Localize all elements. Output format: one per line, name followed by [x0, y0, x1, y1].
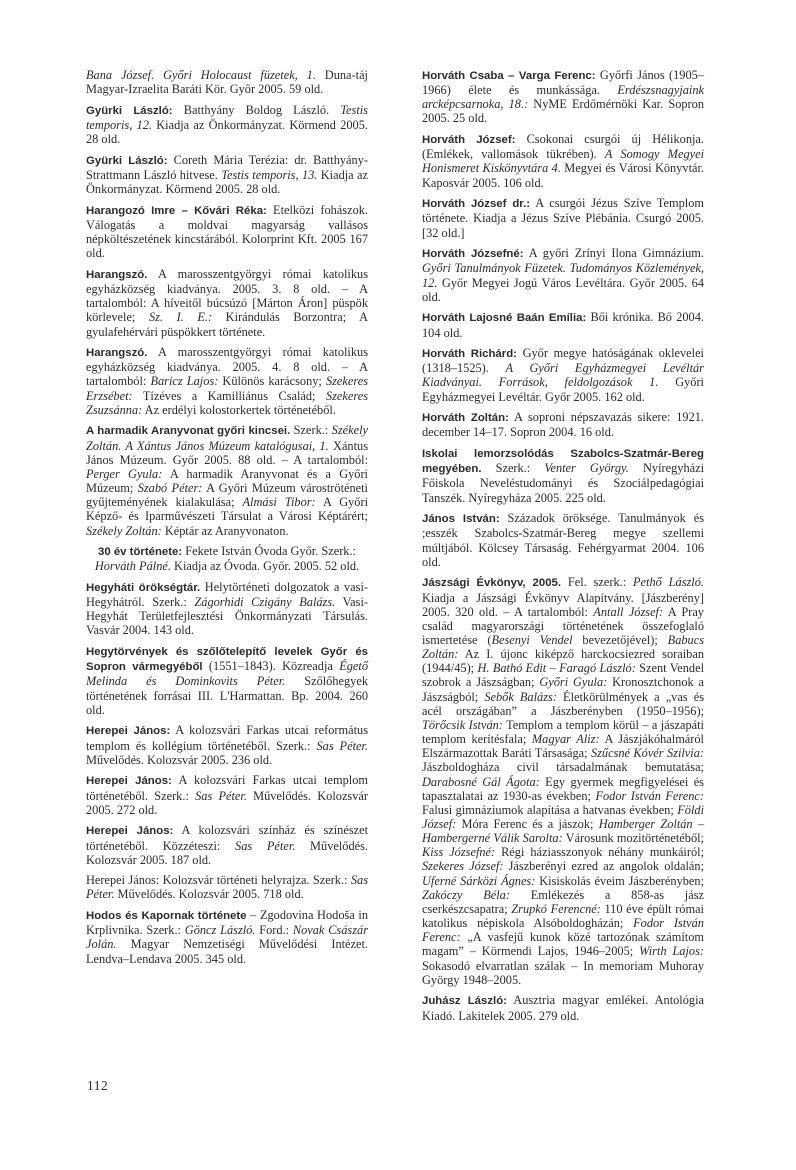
entry-text: A marosszentgyörgyi római katolikus egyházközség kiadványa. 2005. 4. 8 old. – A tartalomból: — [86, 345, 368, 389]
bibliography-entry — [422, 575, 704, 987]
entry-italic-text: Babucs Zoltán: — [422, 632, 704, 662]
entry-italic-text: Zakóczy Béla: — [422, 887, 510, 902]
entry-text: Városunk mozitörténetéből; — [562, 831, 704, 846]
entry-italic-text: Sebők Balázs: — [484, 689, 557, 704]
entry-author: Horváth Józsefné: — [422, 248, 524, 261]
entry-text: A kolozsvári színház és színészet történetéből. Közzéteszi: — [86, 823, 369, 853]
bibliography-entry — [86, 873, 368, 901]
entry-text: Magyar Nemzetiségi Művelődési Intézet. Lendva–Lendava 2005. 345 old. — [86, 937, 368, 966]
entry-text: Szerk.: — [290, 423, 332, 438]
entry-author: Horváth Richárd: — [422, 348, 517, 361]
entry-text: Ausztria magyar emlékei. Antológia Kiadó. Lakitelek 2005. 279 old. — [422, 993, 704, 1023]
entry-italic-text: Uferné Sárközi Ágnes: — [422, 873, 536, 888]
entry-text: Emlékezés a 858-as jász cserkészcsapatra; — [422, 887, 704, 916]
entry-italic-text: H. Bathó Edit – Faragó László: — [477, 661, 636, 676]
entry-text: Győri Egyházmegyei Levéltár. Győr 2005. 162 old. — [422, 375, 704, 404]
entry-text: Etelközi fohászok. Válogatás a moldvai magyarság vallásos népköltészetének kincstárából. Kolorprint Kft. 2005 167 old. — [86, 202, 368, 261]
bibliography-entry — [86, 580, 368, 638]
entry-text: Batthyány Boldog László. — [172, 102, 341, 117]
entry-text: Szent Vendel szobrok a Jászságban; — [422, 661, 705, 690]
entry-author: Hodos és Kapornak története — [86, 910, 247, 923]
bibliography-entry — [86, 345, 368, 417]
entry-text: „A vasfejű kunok közé tartozónak számítom magam” – Körmendi Lajos, 1946–2005; — [422, 930, 704, 959]
entry-text: Művelődés. Kolozsvár 2005. 236 old. — [86, 752, 273, 767]
bibliography-entry — [422, 132, 704, 190]
entry-text: Jászboldogháza civil társadalmának bemutatása; — [422, 760, 704, 775]
entry-author: Iskolai lemorzsolódás Szabolcs-Szatmár-Bereg megyében. — [422, 448, 704, 476]
entry-author: Horváth József: — [422, 134, 516, 147]
bibliography-entry — [86, 723, 368, 766]
entry-italic-text: Szűcsné Kóvér Szilvia: — [590, 746, 704, 761]
entry-text: Megyei és Városi Könyvtár. Kaposvár 2005. 106 old. — [422, 161, 704, 190]
bibliography-entry — [422, 246, 704, 304]
entry-text: A marosszentgyörgyi római katolikus egyházközség kiadványa. 2005. 3. 8 old. – A tartalomból: A híveitől búcsúzó [Márton Áron] püspök körlevele; — [86, 266, 368, 325]
entry-text: Művelődés. Kolozsvár 2005. 187 old. — [86, 838, 368, 867]
entry-text: Egy gyermek megfigyelései és tapasztalatai az 1930-as években; — [422, 774, 704, 803]
entry-text: Tízéves a Kamilliánus Család; — [132, 388, 326, 403]
entry-text: Csokonai csurgói új Hélikonja. (Emlékek, vallomások tükrében). — [422, 132, 704, 162]
entry-author: Harangszó. — [86, 268, 148, 281]
entry-italic-text: Antall József: — [593, 604, 664, 619]
bibliography-entry — [422, 511, 704, 569]
entry-italic-text: Törőcsik István: — [422, 717, 503, 732]
entry-italic-text: A Győri Egyházmegyei Levéltár Kiadványai. Források, feldolgozások 1. — [422, 361, 704, 390]
entry-italic-text: Novak Császár Jolán. — [86, 923, 368, 952]
entry-text: Az I. újonc kiképző harckocsiezred soraiban (1944/45); — [422, 647, 704, 676]
bibliography-entry — [86, 423, 368, 537]
entry-author: Harangozó Imre – Kővári Réka: — [86, 204, 267, 217]
entry-text: Kronosztchonok a Jászságból; — [422, 675, 705, 704]
bibliography-entry — [422, 446, 704, 505]
entry-text: Jászberényi ezred az angolok oldalán; — [503, 859, 704, 874]
entry-italic-text: A Somogy Megyei Honismeret Kiskönyvtára 4. — [422, 147, 705, 176]
entry-text: Művelődés. Kolozsvár 2005. 272 old. — [86, 788, 368, 817]
entry-italic-text: Venter György. — [544, 461, 629, 476]
entry-text: Győr megye hatóságának oklevelei (1318–1525). — [422, 346, 704, 376]
entry-italic-text: Szabó Péter: — [137, 481, 203, 496]
entry-text: Kisiskolás éveim Jászberényben; — [535, 873, 704, 888]
entry-italic-text: Magyar Aliz: — [531, 732, 600, 747]
entry-text: A Győri Képző- és Iparművészeti Társulat a Városi Képtárért; — [86, 495, 368, 524]
entry-text: Sokasodó elvarratlan szálak – In memoriam Muhoray György 1948–2005. — [422, 958, 704, 987]
entry-italic-text: Horváth Pálné. — [94, 559, 171, 574]
entry-text: Falusi gimnáziumok alapítása a hatvanas években; — [422, 802, 678, 817]
bibliography-entry — [86, 68, 368, 96]
entry-italic-text: Pethő László. — [633, 575, 704, 590]
entry-author: Herepei János: — [86, 825, 174, 838]
entry-text: Nyíregyházi Főiskola Neveléstudományi és Szociálpedagógiai Tanszék. Nyíregyháza 2005. 225 old. — [422, 461, 704, 505]
entry-text: A kolozsvári Farkas utcai templom történetéből. Szerk.: — [86, 773, 368, 803]
bibliography-entry — [422, 410, 704, 439]
entry-text: Herepei János: Kolozsvár történeti helyrajza. Szerk.: — [86, 873, 351, 888]
entry-italic-text: Fodor István Ferenc: — [422, 916, 704, 945]
entry-text: Templom a templom körül – a jászapáti templom kerítésfala; — [422, 717, 704, 747]
entry-author: Horváth Zoltán: — [422, 412, 509, 425]
left-column — [86, 68, 368, 972]
entry-italic-text: Darabosné Gál Ágota: — [422, 774, 540, 789]
entry-text: Szőlőhegyek történetének forrásai III. L'Harmattan. Bp. 2004. 260 old. — [86, 674, 368, 717]
entry-italic-text: Perger Gyula: — [86, 466, 163, 481]
entry-text: Bői krónika. Bő 2004. 104 old. — [422, 310, 704, 340]
entry-text: A harmadik Aranyvonat és a Győri Múzeum; — [86, 466, 368, 496]
entry-italic-text: Almási Tibor: — [242, 495, 316, 510]
bibliography-entry — [422, 993, 704, 1022]
entry-italic-text: Győri Gyula: — [539, 675, 608, 690]
bibliography-entry — [422, 310, 704, 339]
entry-author: Juhász László: — [422, 995, 507, 1008]
entry-italic-text: Wirth Lajos: — [639, 944, 704, 959]
entry-text: A győri Zrínyi Ilona Gimnázium. — [523, 246, 704, 261]
entry-author: Harangszó. — [86, 347, 148, 360]
entry-text: Vasi-Hegyhát Területfejlesztési Önkormányzati Társulás. Vasvár 2004. 143 old. — [86, 595, 368, 638]
bibliography-entry — [86, 823, 368, 866]
entry-text: Életkörülmények a „vas és acél országában” a Jászberényben (1950–1956); — [422, 689, 705, 718]
bibliography-entry — [86, 773, 368, 816]
entry-italic-text: Kiss Józsefné: — [422, 845, 496, 860]
entry-italic-text: Zrupkó Ferencné: — [511, 901, 601, 916]
entry-italic-text: Erdészsnagyjaink arcképcsarnoka, 18.: — [422, 83, 704, 112]
entry-italic-text: Sas Péter. — [195, 788, 247, 803]
entry-text: Xántus János Múzeum. Győr 2005. 88 old. – A tartalomból: — [86, 438, 369, 467]
entry-italic-text: Göncz László. — [184, 923, 256, 938]
entry-text: Századok öröksége. Tanulmányok és ;esszék Szabolcs-Szatmár-Bereg megye szellemi múltjából. Kölcsey Társaság. Fehérgyarmat 2004. 106 old. — [422, 511, 704, 569]
entry-italic-text: Testis temporis, 13. — [221, 167, 318, 182]
entry-author: A harmadik Aranyvonat győri kincsei. — [86, 425, 291, 438]
entry-text: Duna-táj Magyar-Izraelita Baráti Kör. Győr 2005. 59 old. — [86, 68, 368, 97]
entry-italic-text: Sz. I. E.: — [148, 310, 213, 325]
entry-text: Ford.: — [255, 923, 293, 938]
entry-author: 30 év története: — [97, 546, 183, 559]
entry-text: 110 éve épült római katolikus népiskola Alsóboldogházán; — [422, 901, 704, 931]
entry-text: (1551–1843). Közreadja — [202, 659, 340, 674]
entry-text: A Jászjákóhalmáról Elszármazottak Baráti Társasága; — [422, 732, 704, 761]
entry-italic-text: Bana József. Győri Holocaust füzetek, 1. — [86, 68, 316, 82]
entry-text: Kiadja az Óvoda. Győr. 2005. 52 old. — [170, 559, 360, 574]
entry-text: Kirándulás Borzontra; A gyulafehérvári püspökkert története. — [86, 310, 369, 339]
bibliography-entry — [422, 346, 704, 404]
entry-italic-text: Földi József: — [422, 802, 704, 831]
entry-author: Herepei János: — [86, 775, 172, 788]
entry-author: János István: — [422, 513, 500, 526]
entry-text: Kiadja az Önkormányzat. Körmend 2005. 28 old. — [86, 167, 368, 197]
bibliography-entry — [422, 196, 704, 239]
entry-italic-text: Székely Zoltán: — [86, 523, 162, 538]
entry-text: Különös karácsony; — [218, 374, 326, 389]
entry-italic-text: Besenyi Vendel — [491, 632, 573, 647]
entry-text: Régi háziasszonyok néhány munkáiról; — [495, 845, 704, 860]
entry-italic-text: Székely Zoltán. A Xántus János Múzeum katalógusai, 1. — [86, 423, 368, 453]
entry-italic-text: Sas Péter. — [86, 873, 368, 902]
entry-text: A Pray család magyarországi történetének összefoglaló ismertetése ( — [422, 604, 704, 647]
page-number: 112 — [87, 1078, 109, 1093]
entry-italic-text: Sas Péter. — [316, 738, 368, 753]
bibliography-entry — [86, 203, 368, 261]
right-column — [422, 68, 704, 1029]
entry-text: A csurgói Jézus Szíve Templom története. Kiadja a Jézus Szíve Plébánia. Csurgó 2005. [32 old.] — [422, 196, 704, 240]
bibliography-entry — [86, 908, 368, 966]
entry-text: Győrfi János (1905–1966) élete és munkássága. — [422, 68, 704, 98]
entry-text: Kiadja a Jászsági Évkönyv Alapítvány. [Jászberény] 2005. 320 old. – A tartalomból: — [422, 590, 704, 619]
entry-text: Művelődés. Kolozsvár 2005. 718 old. — [114, 887, 304, 902]
entry-text: Képtár az Aranyvonaton. — [161, 523, 289, 538]
bibliography-entry — [86, 644, 368, 717]
entry-italic-text: Fodor István Ferenc: — [595, 788, 704, 803]
entry-text: Az erdélyi kolostorkertek történetéből. — [142, 402, 336, 417]
entry-italic-text: Testis temporis, 12. — [86, 102, 368, 132]
entry-text: Szerk.: — [481, 461, 545, 476]
entry-text: Kiadja az Önkormányzat. Körmend 2005. 28 old. — [86, 117, 368, 147]
entry-text: Coreth Mária Terézia: dr. Batthyány-Strattmann László hitvese. — [86, 152, 368, 182]
entry-text: – Zgodovina Hodoša in Krplivnika. Szerk.: — [86, 908, 369, 938]
entry-author: Gyürki László: — [86, 104, 173, 117]
entry-italic-text: Győri Tanulmányok Füzetek. Tudományos Közlemények, 12. — [422, 261, 704, 290]
entry-italic-text: Szekeres Zsuzsánna: — [86, 388, 368, 417]
entry-italic-text: Szekeres József: — [422, 859, 504, 874]
bibliography-entry — [86, 103, 368, 146]
entry-italic-text: Szekeres Erzsébet: — [86, 374, 368, 403]
entry-text: A kolozsvári Farkas utcai református templom és kollégium történetéből. Szerk.: — [86, 723, 368, 753]
bibliography-entry — [86, 544, 368, 573]
entry-italic-text: Baricz Lajos: — [150, 374, 219, 389]
entry-italic-text: Égető Melinda és Dominkovits Péter. — [86, 659, 368, 689]
entry-text: Győr Megyei Jogú Város Levéltára. Győr 2005. 64 old. — [422, 275, 704, 304]
entry-italic-text: Zágorhidi Czigány Balázs. — [194, 595, 336, 610]
entry-author: Hegytörvények és szőlőtelepítő levelek Győr és Sopron vármegyéből — [86, 646, 368, 674]
entry-author: Gyürki László: — [86, 154, 168, 167]
entry-author: Hegyháti örökségtár. — [86, 582, 201, 594]
entry-text: Fekete István Óvoda Győr. Szerk.: — [182, 544, 356, 559]
bibliography-entry — [422, 68, 704, 126]
entry-author: Herepei János: — [86, 725, 171, 738]
entry-text: NyME Erdőmérnöki Kar. Sopron 2005. 25 old. — [422, 97, 704, 126]
entry-italic-text: Sas Péter. — [235, 838, 296, 853]
bibliography-entry — [86, 267, 368, 339]
entry-author: Horváth Lajosné Baán Emília: — [422, 312, 587, 325]
entry-italic-text: Hamberger Zoltán – Hambergerné Válik Sarolta: — [422, 817, 704, 846]
entry-text: Helytörténeti dolgozatok a vasi-Hegyhátról. Szerk.: — [86, 580, 368, 610]
entry-text: Fel. szerk.: — [561, 575, 634, 590]
entry-text: bevezetőjével); — [572, 632, 668, 647]
entry-text: A Győri Múzeum vároströténeti gyűjteményének kialakulása; — [86, 481, 368, 510]
entry-text: Móra Ferenc és a jászok; — [456, 817, 599, 831]
entry-author: Jászsági Évkönyv, 2005. — [422, 577, 562, 590]
entry-author: Horváth József dr.: — [422, 198, 531, 211]
bibliography-entry — [86, 153, 368, 196]
entry-text: A soproni népszavazás sikere: 1921. december 14–17. Sopron 2004. 16 old. — [422, 410, 704, 440]
entry-author: Horváth Csaba – Varga Ferenc: — [422, 70, 596, 82]
